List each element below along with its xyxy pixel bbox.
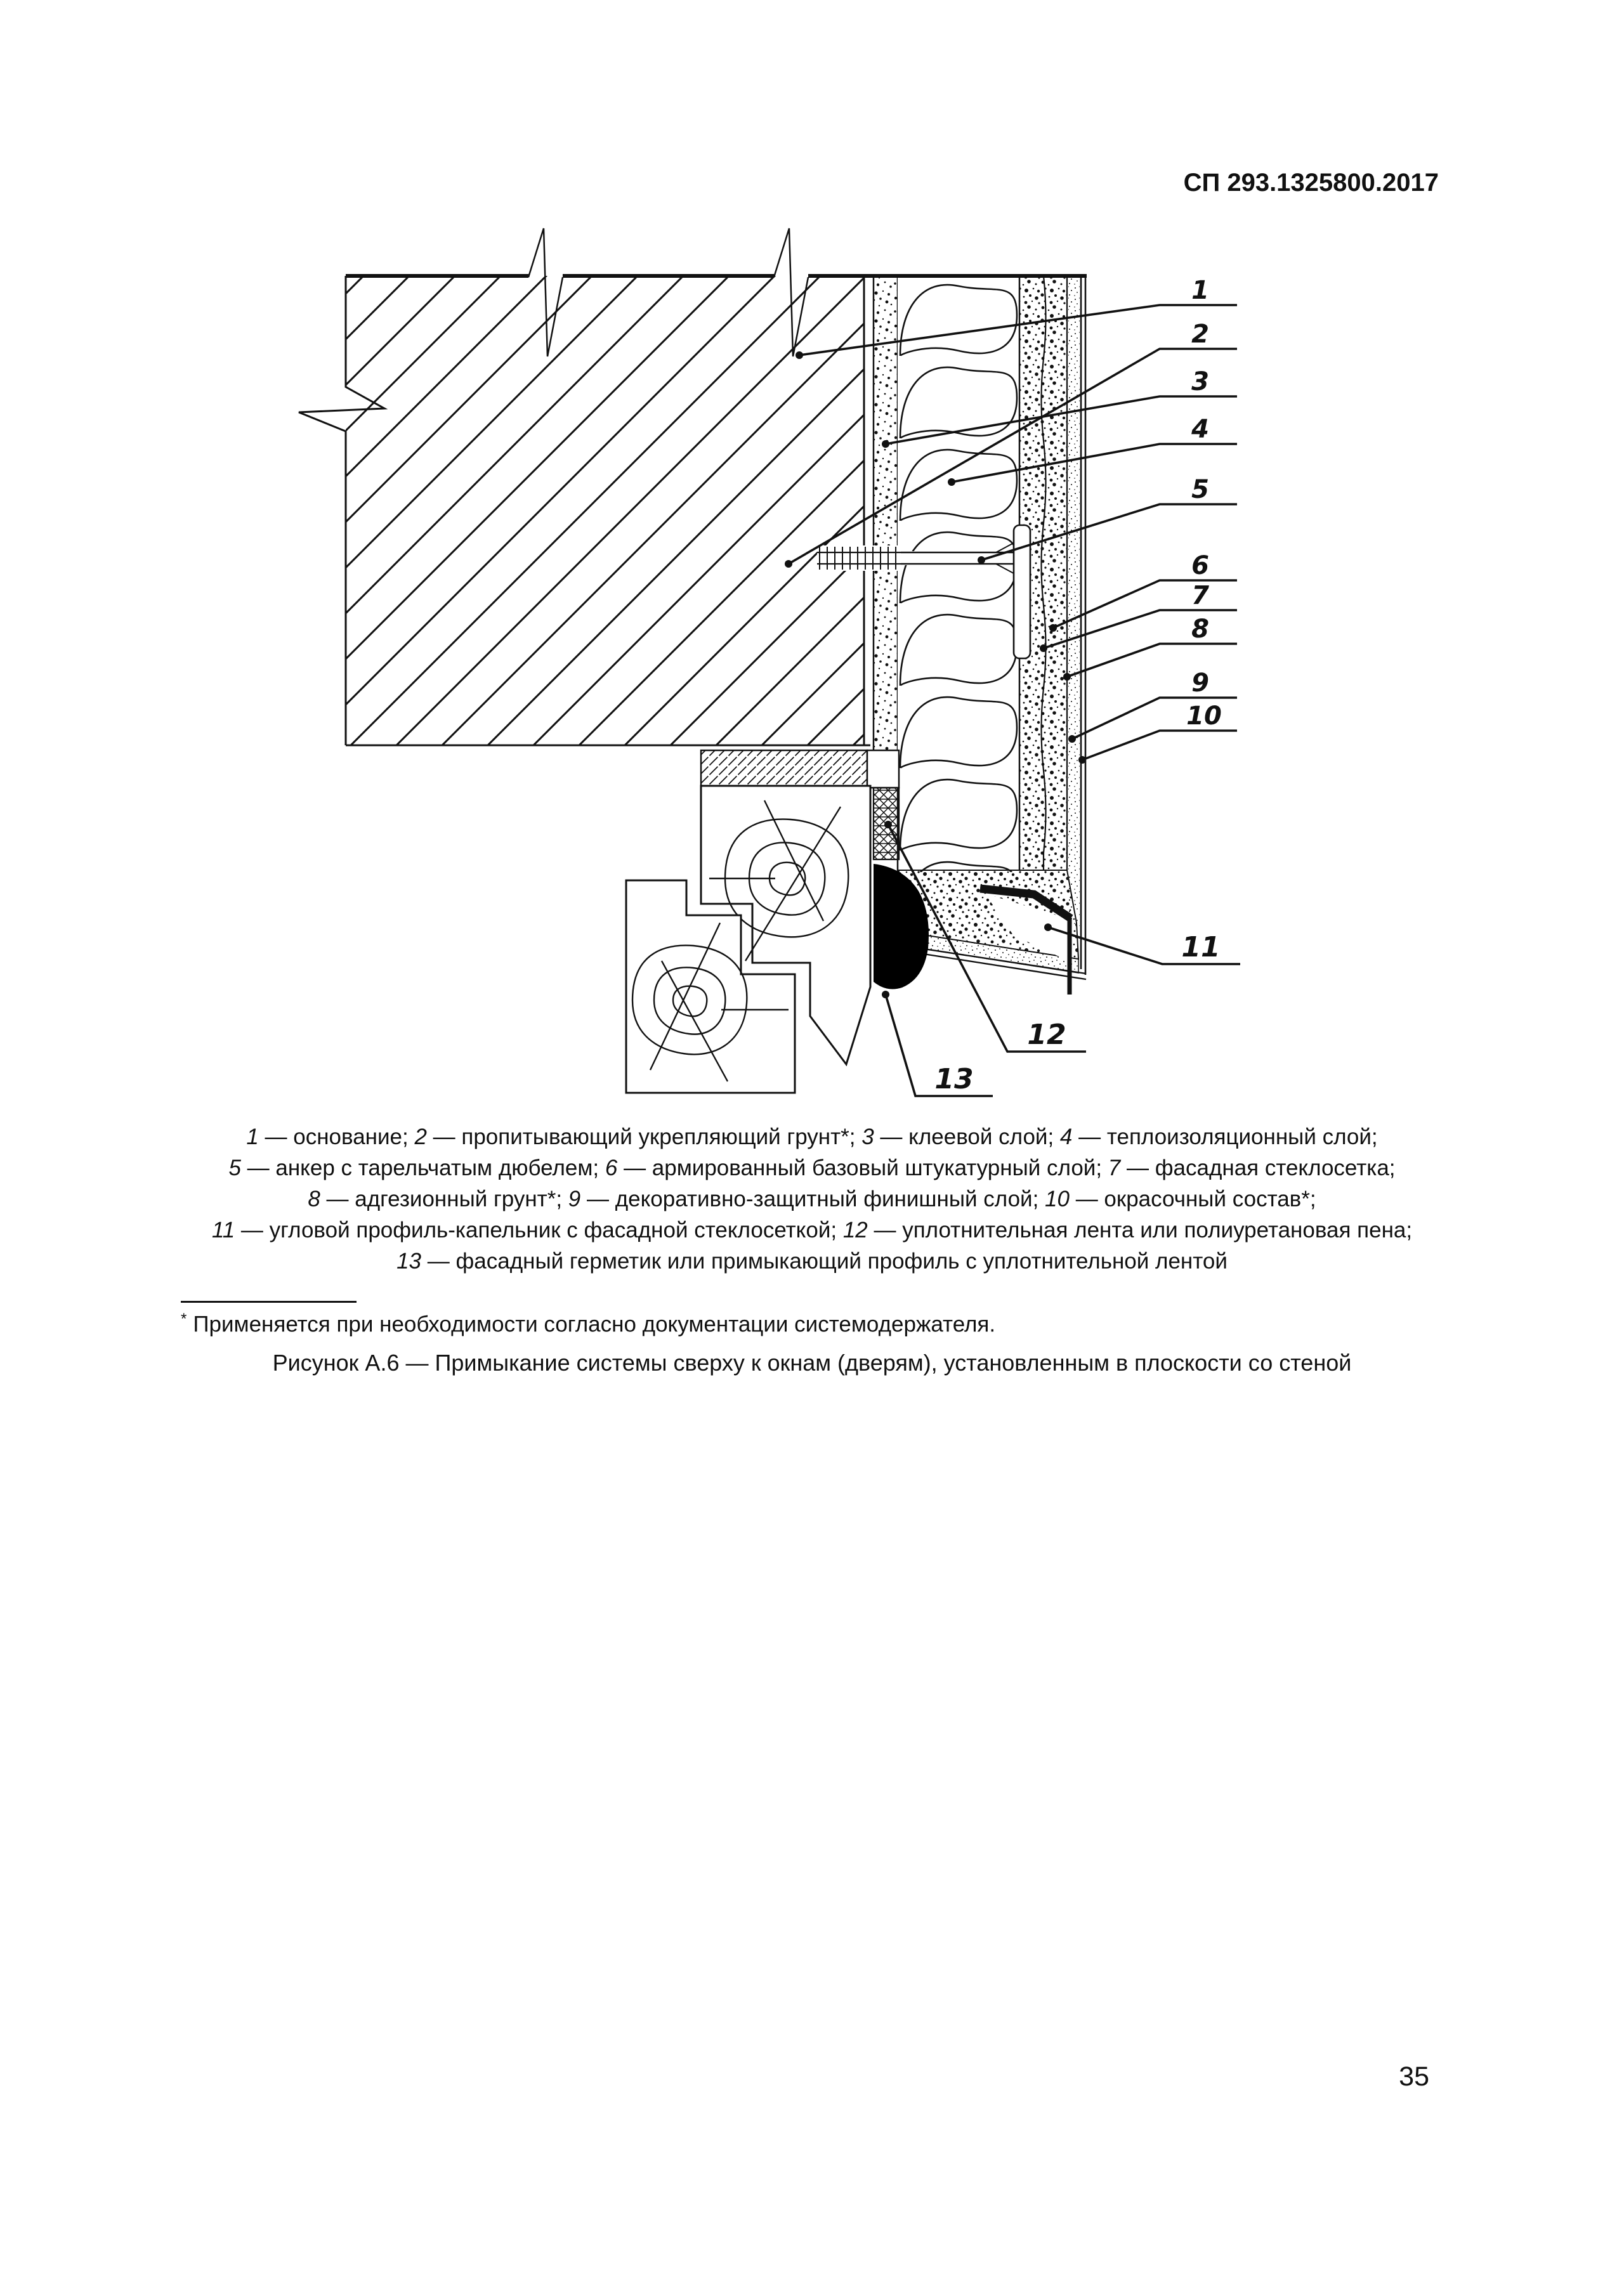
finish-and-paint-layers	[1068, 276, 1085, 975]
callout-6: 6	[1191, 551, 1209, 580]
lintel-section	[701, 750, 899, 788]
figure-legend	[70, 1121, 1554, 1277]
callout-10: 10	[1186, 701, 1222, 731]
wall-hatch	[346, 276, 864, 745]
finish-layer	[1068, 276, 1080, 926]
figure-caption: Рисунок А.6 — Примыкание системы сверху к окнам (дверям), установленным в плоскости со стеной	[272, 1350, 1352, 1376]
paint-coat-lines	[1081, 276, 1085, 975]
footnote-text: Применяется при необходимости согласно документации системодержателя.	[193, 1312, 996, 1337]
gap-box	[867, 750, 899, 788]
callout-9: 9	[1191, 669, 1209, 698]
wall-base-section	[299, 276, 870, 745]
callout-4: 4	[1191, 415, 1209, 444]
callout-8: 8	[1191, 615, 1209, 644]
callout-1: 1	[1191, 276, 1209, 305]
insulation-layer-column	[898, 276, 1019, 872]
page-number: 35	[1399, 2061, 1429, 2092]
callout-11: 11	[1181, 931, 1221, 963]
callout-7: 7	[1191, 581, 1209, 610]
callout-2: 2	[1191, 320, 1209, 349]
callout-12: 12	[1027, 1019, 1066, 1051]
legend-line-3: 8 — адгезионный грунт*; 9 — декоративно-защитный финишный слой; 10 — окрасочный состав*;	[308, 1187, 1316, 1211]
footnote	[181, 1310, 995, 1338]
callout-13: 13	[934, 1063, 974, 1095]
footnote-marker: *	[181, 1310, 187, 1327]
doc-code-header: СП 293.1325800.2017	[1183, 169, 1439, 197]
callout-5: 5	[1191, 475, 1209, 504]
legend-line-2: 5 — анкер с тарельчатым дюбелем; 6 — армированный базовый штукатурный слой; 7 — фасадная стеклосетка;	[228, 1156, 1396, 1180]
legend-line-1: 1 — основание; 2 — пропитывающий укрепляющий грунт*; 3 — клеевой слой; 4 — теплоизоляционный слой;	[246, 1125, 1378, 1149]
callout-3: 3	[1191, 367, 1209, 396]
legend-line-4: 11 — угловой профиль-капельник с фасадной стеклосеткой; 12 — уплотнительная лента или полиуретановая пена;	[211, 1218, 1413, 1243]
legend-line-5: 13 — фасадный герметик или примыкающий профиль с уплотнительной лентой	[396, 1249, 1228, 1274]
footnote-divider	[181, 1301, 357, 1303]
